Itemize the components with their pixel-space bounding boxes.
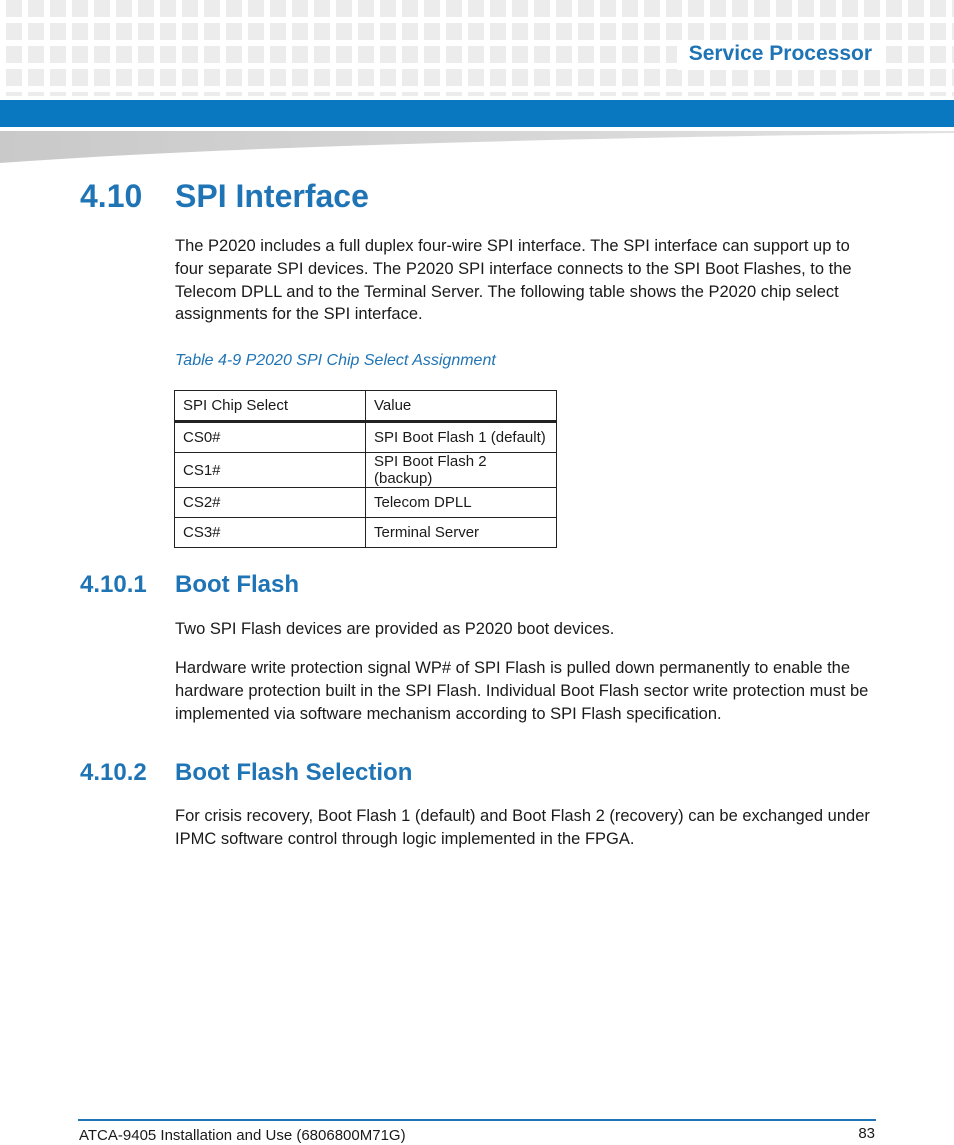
table-header-cell: Value (366, 391, 557, 422)
subsection-title: Boot Flash (175, 571, 299, 598)
subsection-title: Boot Flash Selection (175, 759, 413, 786)
header-blue-band (0, 100, 954, 127)
footer-document-title: ATCA-9405 Installation and Use (6806800M71G) (79, 1127, 406, 1144)
table-cell: CS0# (175, 422, 366, 453)
table-cell: CS1# (175, 453, 366, 488)
footer-rule (78, 1119, 876, 1121)
table-row (175, 453, 557, 488)
subsection-number: 4.10.1 (80, 571, 147, 598)
table-cell: SPI Boot Flash 1 (default) (366, 422, 557, 453)
table-header-row (175, 391, 557, 422)
boot-flash-paragraph-1: Two SPI Flash devices are provided as P2020 boot devices. (175, 620, 615, 638)
spi-chip-select-table (174, 390, 557, 548)
subsection-heading-boot-flash-selection (80, 759, 412, 787)
table-row (175, 422, 557, 453)
subsection-number: 4.10.2 (80, 759, 147, 786)
table-cell: CS2# (175, 488, 366, 518)
section-intro-paragraph: The P2020 includes a full duplex four-wire SPI interface. The SPI interface can support up to four separate SPI devices. The P2020 SPI interface connects to the SPI Boot Flashes, to the Telecom DPLL and to the Terminal Server. The following table shows the P2020 chip select assignments for the SPI interface. (175, 237, 852, 324)
table-cell: SPI Boot Flash 2 (backup) (366, 453, 557, 488)
table-cell: CS3# (175, 518, 366, 548)
page-number: 83 (858, 1125, 875, 1142)
section-title: SPI Interface (175, 178, 369, 214)
section-heading (80, 178, 369, 215)
section-number: 4.10 (80, 178, 143, 214)
table-cell: Telecom DPLL (366, 488, 557, 518)
table-cell: Terminal Server (366, 518, 557, 548)
boot-flash-paragraph-2: Hardware write protection signal WP# of SPI Flash is pulled down permanently to enable the hardware protection built in the SPI Flash. Individual Boot Flash sector write protection must be implemented via software mechanism according to SPI Flash specification. (175, 659, 869, 723)
table-header-cell: SPI Chip Select (175, 391, 366, 422)
header-gray-swoosh (0, 131, 954, 165)
subsection-heading-boot-flash (80, 571, 299, 599)
running-header-title: Service Processor (677, 40, 884, 70)
table-row (175, 518, 557, 548)
boot-flash-selection-paragraph: For crisis recovery, Boot Flash 1 (default) and Boot Flash 2 (recovery) can be exchanged under IPMC software control through logic implemented in the FPGA. (175, 807, 870, 848)
table-row (175, 488, 557, 518)
table-caption: Table 4-9 P2020 SPI Chip Select Assignment (175, 352, 496, 369)
